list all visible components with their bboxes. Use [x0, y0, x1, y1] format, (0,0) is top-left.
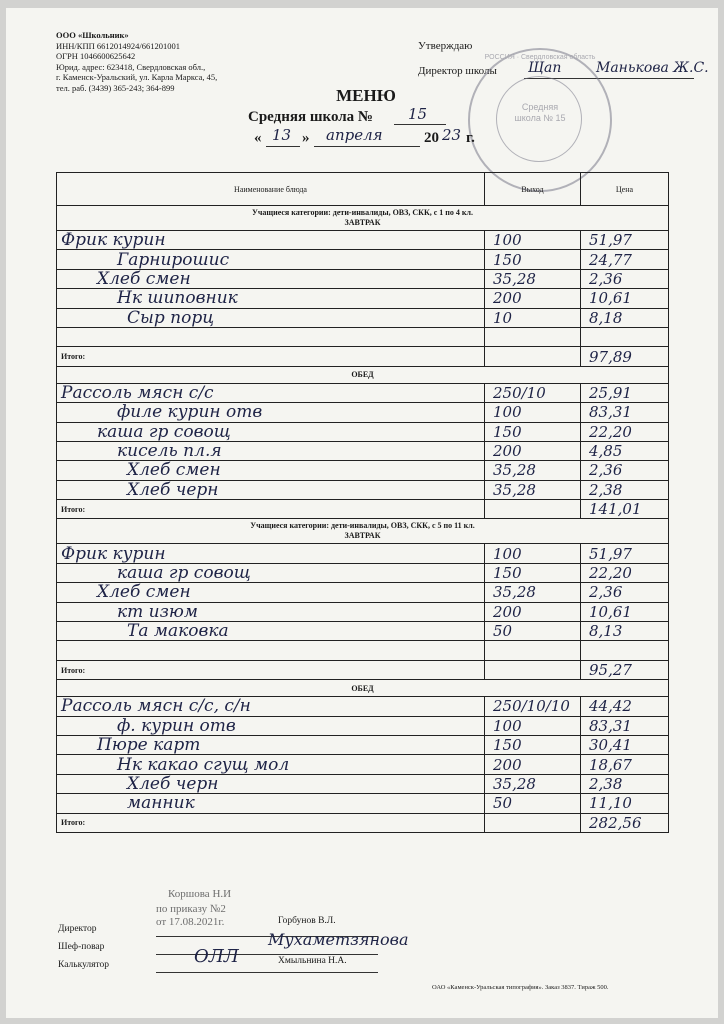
total-price: 282,56	[589, 813, 642, 832]
table-row	[57, 441, 669, 460]
dish-price: 11,10	[589, 794, 632, 813]
dish-price-cell	[581, 563, 669, 582]
dish-yield: 200	[493, 602, 522, 621]
dish-name-cell	[57, 563, 485, 582]
section-category: Учащиеся категории: дети-инвалиды, ОВЗ, СКК, с 1 по 4 кл.	[251, 208, 474, 217]
dish-name: Нк шиповник	[117, 288, 238, 309]
inn-line: ИНН/КПП 6612014924/661201001	[56, 40, 180, 51]
calculator-name: Хмыльнина Н.А.	[278, 956, 347, 966]
dish-name-cell	[57, 774, 485, 793]
dish-name: Рассоль мясн с/с, с/н	[61, 696, 251, 717]
dish-name-cell	[57, 794, 485, 813]
dish-yield: 200	[493, 755, 522, 774]
section-header-row	[57, 206, 669, 231]
school-round-stamp	[468, 48, 612, 192]
dish-price-cell	[581, 583, 669, 602]
school-number: 15	[408, 105, 428, 123]
dish-price: 2,38	[589, 774, 623, 793]
section-meal: ЗАВТРАК	[344, 218, 381, 227]
calculator-signature-icon: ОЛЛ	[194, 946, 239, 967]
ogrn-line: ОГРН 1046600625642	[56, 51, 136, 61]
dish-price-cell	[581, 774, 669, 793]
dish-yield-cell	[485, 697, 581, 716]
dish-yield-cell	[485, 544, 581, 563]
dish-yield: 100	[493, 403, 522, 422]
address-line-1: Юрид. адрес: 623418, Свердловская обл.,	[56, 61, 206, 72]
dish-name-cell	[57, 480, 485, 499]
dish-price-cell	[581, 403, 669, 422]
dish-price-cell	[581, 755, 669, 774]
org-name: ООО «Школьник»	[56, 30, 129, 40]
dish-name: Хлеб смен	[127, 460, 221, 481]
dish-price-cell	[581, 602, 669, 621]
dish-name: Та маковка	[127, 621, 229, 642]
dish-yield: 150	[493, 736, 522, 755]
date-month: апреля	[326, 126, 383, 144]
dish-price-cell	[581, 327, 669, 346]
dish-name: ф. курин отв	[117, 715, 236, 736]
chef-label: Шеф-повар	[58, 942, 105, 952]
dish-yield-cell	[485, 735, 581, 754]
approve-label: Утверждаю	[418, 40, 473, 52]
section-header	[57, 366, 669, 383]
table-row	[57, 622, 669, 641]
table-row	[57, 697, 669, 716]
table-row	[57, 422, 669, 441]
dish-yield-cell	[485, 327, 581, 346]
dish-yield: 100	[493, 231, 522, 250]
responsible-stamp-date: от 17.08.2021г.	[156, 916, 225, 928]
dish-price-cell	[581, 441, 669, 460]
dish-name-cell	[57, 602, 485, 621]
table-row	[57, 583, 669, 602]
school-label: Средняя школа №	[248, 109, 373, 125]
dish-yield-cell	[485, 422, 581, 441]
dish-yield-cell	[485, 716, 581, 735]
dish-price: 51,97	[589, 544, 632, 563]
total-price-cell	[581, 813, 669, 832]
dish-yield: 250/10	[493, 383, 546, 402]
dish-price: 2,36	[589, 269, 623, 288]
total-price-cell	[581, 347, 669, 366]
dish-name-cell	[57, 231, 485, 250]
table-row	[57, 403, 669, 422]
stamp-ring-text: РОССИЯ · Свердловская область	[484, 54, 596, 61]
dish-name: Хлеб черн	[127, 479, 219, 500]
dish-yield: 35,28	[493, 480, 536, 499]
dish-price: 10,61	[589, 602, 632, 621]
dish-price: 4,85	[589, 442, 623, 461]
director-school-name: Манькова Ж.С.	[596, 60, 709, 76]
dish-name: Фрик курин	[61, 543, 166, 564]
section-header	[57, 206, 669, 231]
dish-price-cell	[581, 383, 669, 402]
table-row	[57, 641, 669, 660]
phone-line: тел. раб. (3439) 365-243; 364-899	[56, 82, 175, 93]
table-row	[57, 563, 669, 582]
dish-name-cell	[57, 403, 485, 422]
section-header	[57, 680, 669, 697]
column-header-name: Наименование блюда	[57, 173, 485, 206]
table-row	[57, 383, 669, 402]
table-row	[57, 231, 669, 250]
section-header-row	[57, 680, 669, 697]
dish-yield-cell	[485, 622, 581, 641]
printer-info: ОАО «Каменск-Уральская типография». Заказ 3837. Тираж 500.	[432, 984, 609, 991]
total-price: 141,01	[589, 500, 642, 519]
dish-name-cell	[57, 735, 485, 754]
table-header-row	[57, 173, 669, 206]
total-yield-cell	[485, 660, 581, 679]
dish-yield-cell	[485, 563, 581, 582]
dish-yield: 200	[493, 442, 522, 461]
dish-yield-cell	[485, 269, 581, 288]
table-row	[57, 250, 669, 269]
dish-yield-cell	[485, 441, 581, 460]
table-row	[57, 308, 669, 327]
column-header-yield: Выход	[485, 173, 581, 206]
dish-name: Сыр порц	[127, 307, 215, 328]
date-day: 13	[272, 126, 292, 144]
table-row	[57, 735, 669, 754]
table-row	[57, 269, 669, 288]
dish-name: каша гр совощ	[117, 563, 251, 584]
director-signature: Щап	[528, 60, 562, 76]
dish-yield-cell	[485, 774, 581, 793]
total-price: 95,27	[589, 661, 632, 679]
dish-name-cell	[57, 383, 485, 402]
dish-yield-cell	[485, 583, 581, 602]
chef-name: Мухаметзянова	[268, 930, 409, 949]
dish-name-cell	[57, 544, 485, 563]
dish-name: каша гр совощ	[97, 421, 231, 442]
dish-yield: 100	[493, 544, 522, 563]
dish-yield: 250/10/10	[493, 697, 570, 716]
section-header-row	[57, 366, 669, 383]
dish-yield: 35,28	[493, 583, 536, 602]
table-row	[57, 774, 669, 793]
dish-yield-cell	[485, 641, 581, 660]
dish-price: 10,61	[589, 289, 632, 308]
responsible-stamp-order: по приказу №2	[156, 903, 226, 915]
table-row	[57, 716, 669, 735]
dish-price-cell	[581, 735, 669, 754]
dish-yield-cell	[485, 250, 581, 269]
dish-yield: 100	[493, 716, 522, 735]
dish-yield: 200	[493, 289, 522, 308]
dish-name-cell	[57, 422, 485, 441]
dish-name-cell	[57, 289, 485, 308]
dish-name-cell	[57, 755, 485, 774]
dish-name-cell	[57, 583, 485, 602]
section-header	[57, 519, 669, 544]
dish-price-cell	[581, 480, 669, 499]
dish-name: кт изюм	[117, 601, 198, 622]
dish-price: 83,31	[589, 716, 632, 735]
dish-price-cell	[581, 716, 669, 735]
dish-yield-cell	[485, 383, 581, 402]
dish-name: филе курин отв	[117, 402, 263, 423]
dish-price: 2,36	[589, 583, 623, 602]
responsible-stamp	[156, 888, 231, 929]
dish-yield: 150	[493, 422, 522, 441]
dish-yield-cell	[485, 602, 581, 621]
total-price: 97,89	[589, 347, 632, 366]
responsible-stamp-name: Коршова Н.И	[168, 888, 232, 900]
menu-document	[6, 8, 718, 1018]
dish-yield: 10	[493, 308, 513, 327]
dish-price-cell	[581, 269, 669, 288]
table-row	[57, 327, 669, 346]
section-meal: ЗАВТРАК	[344, 531, 381, 541]
dish-price-cell	[581, 697, 669, 716]
total-price-cell	[581, 660, 669, 679]
dish-price: 22,20	[589, 564, 632, 583]
table-row	[57, 794, 669, 813]
dish-name: Хлеб смен	[97, 268, 191, 289]
dish-name: Нк какао сгущ мол	[117, 754, 290, 775]
dish-name: Хлеб черн	[127, 773, 219, 794]
total-yield-cell	[485, 347, 581, 366]
address-line-2: г. Каменск-Уральский, ул. Карла Маркса, 45,	[56, 72, 218, 82]
dish-yield-cell	[485, 794, 581, 813]
dish-name: Рассоль мясн с/с	[61, 382, 214, 403]
menu-title: МЕНЮ	[336, 86, 396, 105]
total-label: Итого:	[57, 500, 485, 519]
dish-yield: 35,28	[493, 461, 536, 480]
dish-price: 8,13	[589, 622, 623, 641]
dish-name-cell	[57, 269, 485, 288]
dish-name-cell	[57, 461, 485, 480]
dish-price: 83,31	[589, 403, 632, 422]
dish-yield: 50	[493, 622, 513, 641]
table-row	[57, 544, 669, 563]
total-yield-cell	[485, 500, 581, 519]
dish-price-cell	[581, 289, 669, 308]
dish-price-cell	[581, 794, 669, 813]
dish-name-cell	[57, 622, 485, 641]
dish-price-cell	[581, 250, 669, 269]
dish-price: 18,67	[589, 755, 632, 774]
total-row	[57, 347, 669, 366]
table-row	[57, 480, 669, 499]
dish-price-cell	[581, 308, 669, 327]
total-label: Итого:	[57, 813, 485, 832]
dish-name-cell	[57, 641, 485, 660]
date-close-quote: »	[302, 130, 310, 146]
menu-table	[56, 172, 669, 833]
dish-name: Фрик курин	[61, 230, 166, 251]
dish-name: манник	[127, 793, 195, 814]
dish-name: Хлеб смен	[97, 582, 191, 603]
dish-price-cell	[581, 231, 669, 250]
dish-price-cell	[581, 461, 669, 480]
dish-price: 2,36	[589, 461, 623, 480]
dish-yield-cell	[485, 755, 581, 774]
director-label: Директор	[58, 924, 97, 934]
dish-price-cell	[581, 641, 669, 660]
calculator-label: Калькулятор	[58, 960, 110, 970]
dish-name-cell	[57, 308, 485, 327]
dish-price: 24,77	[589, 250, 632, 269]
table-row	[57, 755, 669, 774]
date-open-quote: «	[254, 130, 262, 146]
stamp-center-text: Средняя школа № 15	[514, 102, 566, 123]
dish-price-cell	[581, 544, 669, 563]
year-prefix: 20	[424, 130, 439, 146]
dish-yield: 150	[493, 564, 522, 583]
dish-price: 8,18	[589, 308, 623, 327]
company-header	[56, 30, 296, 93]
year-suffix: 23	[442, 126, 462, 144]
dish-name-cell	[57, 327, 485, 346]
dish-yield: 35,28	[493, 269, 536, 288]
dish-yield-cell	[485, 289, 581, 308]
dish-name-cell	[57, 441, 485, 460]
dish-yield: 35,28	[493, 774, 536, 793]
section-meal: ОБЕД	[351, 683, 374, 693]
table-row	[57, 289, 669, 308]
dish-yield: 50	[493, 794, 513, 813]
total-row	[57, 813, 669, 832]
total-yield-cell	[485, 813, 581, 832]
dish-name-cell	[57, 250, 485, 269]
table-row	[57, 602, 669, 621]
section-category: Учащиеся категории: дети-инвалиды, ОВЗ, СКК, с 5 по 11 кл.	[250, 521, 475, 531]
dish-price-cell	[581, 422, 669, 441]
dish-name-cell	[57, 697, 485, 716]
director-name: Горбунов В.Л.	[278, 916, 336, 926]
dish-name-cell	[57, 716, 485, 735]
dish-name: кисель пл.я	[117, 441, 222, 462]
dish-price: 51,97	[589, 231, 632, 250]
dish-price: 2,38	[589, 480, 623, 499]
dish-price-cell	[581, 622, 669, 641]
dish-yield-cell	[485, 480, 581, 499]
dish-price: 30,41	[589, 736, 632, 755]
dish-yield-cell	[485, 403, 581, 422]
dish-price: 44,42	[589, 697, 632, 716]
director-school-label: Директор школы	[418, 65, 497, 77]
dish-yield: 150	[493, 250, 522, 269]
column-header-price: Цена	[581, 173, 669, 206]
total-row	[57, 660, 669, 679]
dish-name: Гарнирошис	[117, 249, 230, 270]
year-unit: г.	[466, 130, 475, 146]
section-meal: ОБЕД	[351, 370, 374, 380]
total-price-cell	[581, 500, 669, 519]
total-label: Итого:	[57, 660, 485, 679]
dish-yield-cell	[485, 308, 581, 327]
table-row	[57, 461, 669, 480]
dish-yield-cell	[485, 461, 581, 480]
section-header-row	[57, 519, 669, 544]
dish-price: 22,20	[589, 422, 632, 441]
total-row	[57, 500, 669, 519]
dish-yield-cell	[485, 231, 581, 250]
dish-price: 25,91	[589, 383, 632, 402]
dish-name: Пюре карт	[97, 735, 201, 756]
total-label: Итого:	[57, 347, 485, 366]
